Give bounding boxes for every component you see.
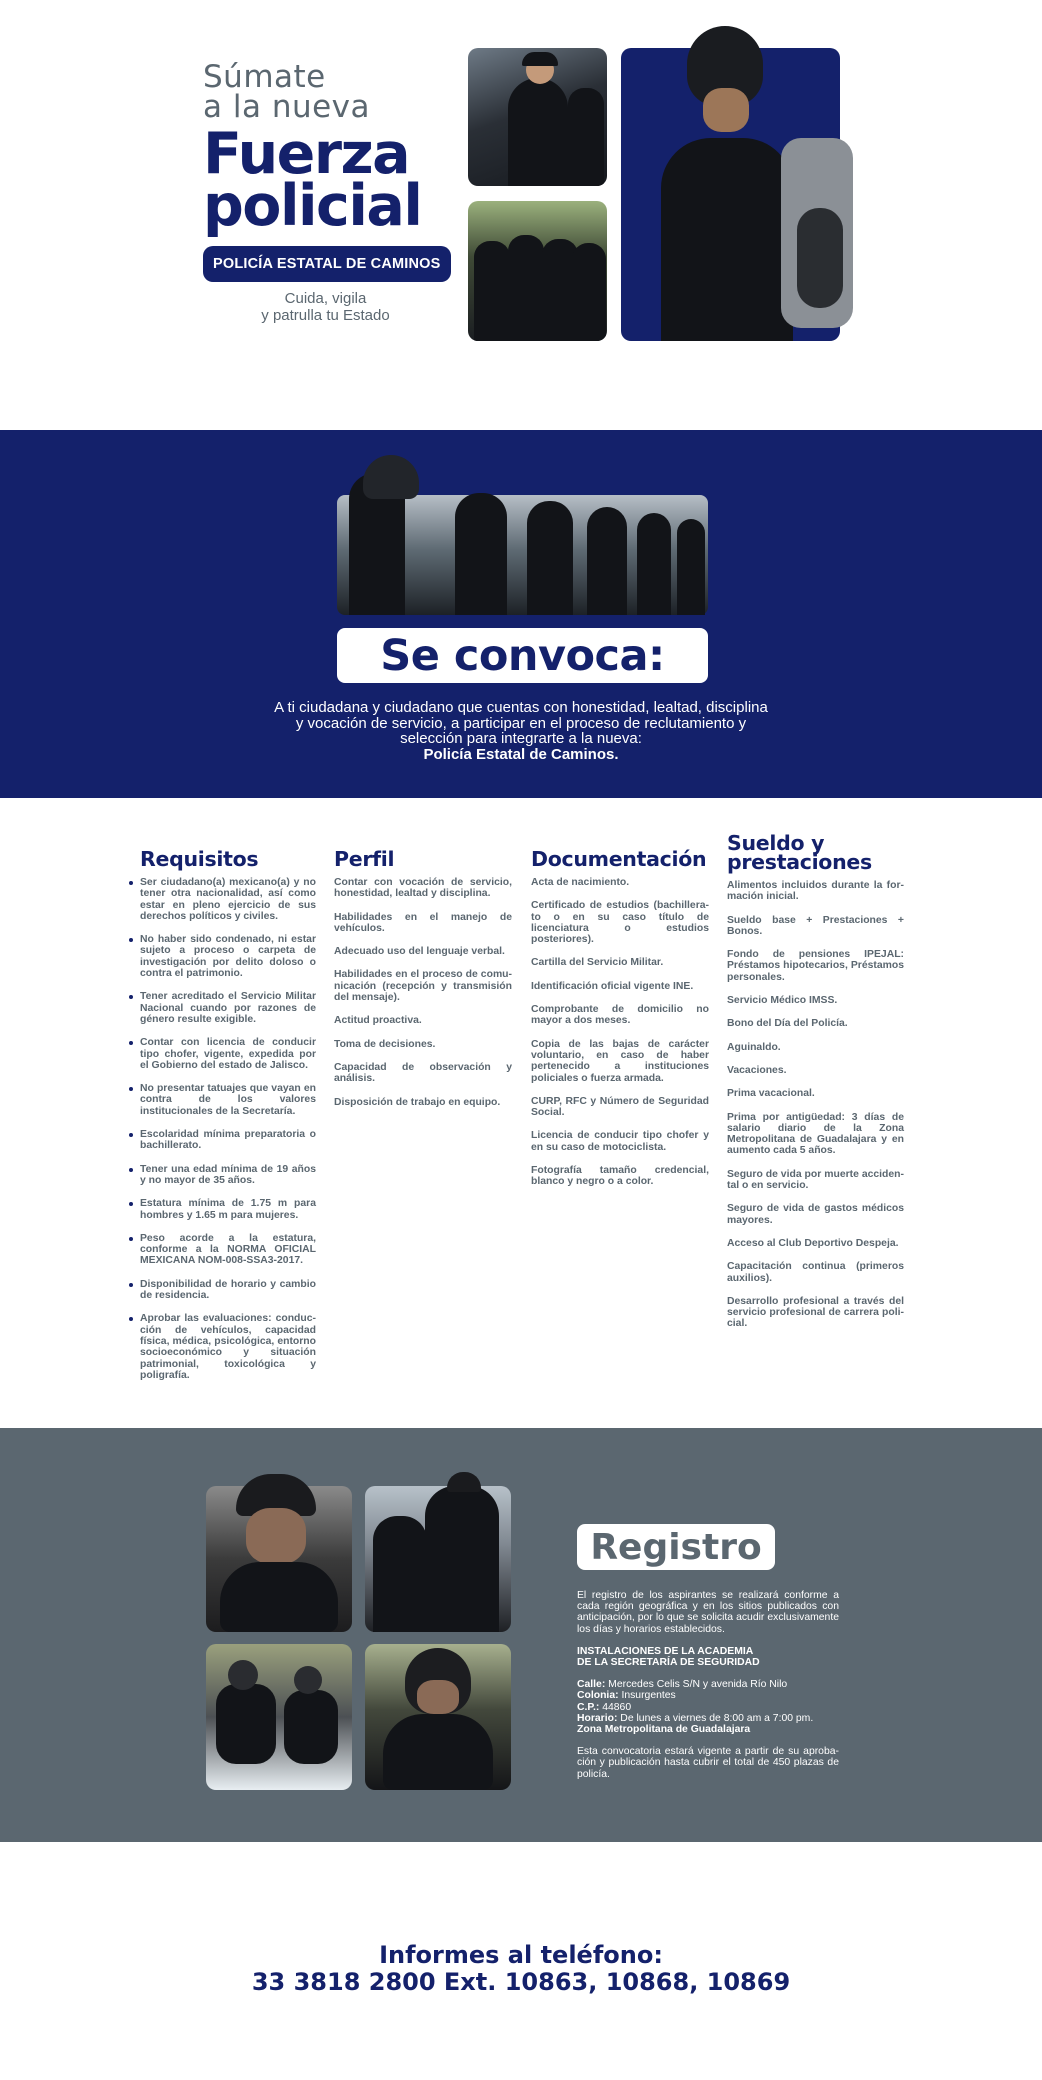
list-item: Identificación oficial vigente INE.	[531, 980, 694, 992]
horario-label: Horario:	[577, 1712, 618, 1724]
documentacion-column	[531, 847, 709, 1200]
hero-photo-officer-woman	[468, 48, 607, 186]
convoca-text: A ti ciudadana y ciudadano que cuentas con honestidad, lealtad, disciplina y vocación de servicio, a participar en el proceso de reclutamiento y selección para integrarte a la nueva:	[274, 699, 768, 747]
calle-value: Mercedes Celis S/N y avenida Río Nilo	[605, 1679, 788, 1691]
list-item: Acta de nacimiento.	[531, 877, 630, 888]
hero-text-block	[203, 59, 453, 324]
zona-label: Zona Metropolitana de Guadalajara	[577, 1724, 751, 1736]
list-item: Fotografía tamaño credencial, blanco y negro o a color.	[531, 1165, 709, 1188]
registro-heading-line-2: DE LA SECRETARÍA DE SEGURIDAD	[577, 1657, 760, 1669]
sueldo-title-line-1: Sueldo y	[727, 831, 825, 855]
calle-label: Calle:	[577, 1679, 606, 1691]
hero-photo-motorcycle-officer	[621, 48, 840, 341]
list-item: Seguro de vida por muerte accidental o en servicio.	[727, 1168, 904, 1192]
list-item: No presentar tatuajes que vayan en contra de los valores institucionales de la Secretaría.	[140, 1083, 316, 1117]
registro-title: Registro	[590, 1526, 762, 1568]
list-item: Servicio Médico IMSS.	[727, 995, 838, 1007]
colonia-value: Insurgentes	[618, 1690, 676, 1702]
hero-photo-officers-line	[468, 201, 607, 341]
list-item: CURP, RFC y Número de Seguridad Social.	[531, 1095, 709, 1119]
list-item: Habilidades en el manejo de vehículos.	[334, 911, 512, 934]
hero-line-2: a la nueva	[203, 89, 371, 125]
informes-phone[interactable]: 33 3818 2800 Ext. 10863, 10868, 10869	[251, 1968, 791, 1996]
documentacion-title: Documentación	[531, 847, 707, 871]
convoca-description	[270, 700, 772, 762]
registro-body	[577, 1590, 839, 1791]
registro-address	[577, 1679, 839, 1735]
list-item: Contar con licencia de conducir tipo chofer, vigente, expedida por el Gobierno del estado de Jalisco.	[140, 1037, 316, 1071]
list-item: Capacitación continua (primeros auxilios).	[727, 1261, 904, 1284]
list-item: Adecuado uso del lenguaje verbal.	[334, 946, 505, 958]
list-item: Fondo de pensiones IPEJAL: Préstamos hipotecarios, Préstamos personales.	[727, 949, 904, 983]
list-item: Peso acorde a la estatura, conforme a la NORMA OFICIAL MEXICANA NOM-008-SSA3-2017.	[140, 1232, 316, 1267]
list-item: Tener acreditado el Servicio Militar Nacional cuando por razones de género resulte exigible.	[140, 991, 316, 1025]
convoca-strong: Policía Estatal de Caminos.	[423, 745, 619, 763]
list-item: Aguinaldo.	[727, 1041, 781, 1053]
hero-headline-line-1: Fuerza	[203, 121, 410, 187]
hero-line-1: Súmate	[203, 59, 326, 95]
convoca-photo-officers-formation	[337, 495, 708, 615]
convocatoria-section	[0, 430, 1042, 798]
hero-slogan-line-2: y patrulla tu Estado	[261, 307, 390, 324]
list-item: Tener una edad mínima de 19 años y no mayor de 35 años.	[140, 1163, 316, 1186]
list-item: Estatura mínima de 1.75 m para hombres y 1.65 m para mujeres.	[140, 1198, 316, 1221]
list-item: Cartilla del Servicio Militar.	[531, 957, 664, 969]
registro-photo-beret-officer	[206, 1486, 352, 1632]
sueldo-list	[727, 880, 904, 1330]
informes-label: Informes al teléfono:	[379, 1941, 663, 1969]
list-item: No haber sido condenado, ni estar sujeto a proceso o carpeta de investigación por delito doloso o contra el patrimonio.	[140, 934, 316, 980]
registro-heading	[577, 1646, 839, 1668]
registro-intro: El registro de los aspirantes se realizará conforme a cada región geográfica y en los sitios publicados con anticipación, por lo que se solicita acudir exclusivamente los días y horarios establecidos.	[577, 1590, 839, 1635]
informes-section	[0, 1842, 1042, 2080]
requisitos-column	[140, 847, 316, 1393]
list-item: Certificado de estudios (bachillerato o en su caso título de licenciatura o estudios posteriores).	[531, 900, 709, 946]
list-item: Prima vacacional.	[727, 1088, 815, 1100]
list-item: Vacaciones.	[727, 1064, 787, 1076]
requirements-section	[0, 798, 1042, 1428]
sueldo-title-line-2: prestaciones	[727, 850, 872, 874]
registro-photo-women-officers	[365, 1486, 511, 1632]
list-item: Prima por antigüedad: 3 días de salario diario de la Zona Metropolitana de Guadalajara y en aumento cada 5 años.	[727, 1111, 904, 1157]
list-item: Escolaridad mínima preparatoria o bachillerato.	[140, 1129, 316, 1152]
sueldo-title	[727, 831, 904, 874]
list-item: Toma de decisiones.	[334, 1038, 436, 1050]
hero-headline	[203, 121, 453, 239]
colonia-label: Colonia:	[577, 1690, 619, 1702]
list-item: Ser ciudadano(a) mexicano(a) y no tener otra nacionalidad, así como estar en pleno ejercicio de sus derechos políticos y civiles.	[140, 877, 316, 922]
convoca-title: Se convoca:	[380, 630, 665, 681]
list-item: Capacidad de observación y análisis.	[334, 1061, 512, 1085]
requisitos-list	[140, 877, 316, 1381]
list-item: Actitud proactiva.	[334, 1015, 422, 1027]
hero-slogan	[203, 290, 448, 324]
hero-headline-line-2: policial	[203, 173, 422, 239]
hero-badge: POLICÍA ESTATAL DE CAMINOS	[203, 246, 451, 282]
list-item: Seguro de vida de gastos médicos mayores.	[727, 1203, 904, 1226]
list-item: Contar con vocación de servicio, honestidad, lealtad y disciplina.	[334, 877, 512, 900]
list-item: Habilidades en el proceso de comunicación (recepción y transmisión del mensaje).	[334, 969, 512, 1004]
registro-heading-line-1: INSTALACIONES DE LA ACADEMIA	[577, 1645, 754, 1657]
registro-section	[0, 1428, 1042, 1842]
requisitos-title: Requisitos	[140, 847, 259, 871]
cp-label: C.P.:	[577, 1701, 600, 1713]
hero-section	[0, 0, 1042, 430]
perfil-title: Perfil	[334, 847, 395, 871]
perfil-column	[334, 847, 512, 1120]
list-item: Copia de las bajas de carácter voluntario, en caso de haber pertenecido a instituciones policiales o fuerza armada.	[531, 1038, 709, 1084]
list-item: Acceso al Club Deportivo Despeja.	[727, 1237, 899, 1249]
registro-vigencia: Esta convocatoria estará vigente a partir de su aprobación y publicación hasta cubrir el total de 450 plazas de policía.	[577, 1746, 839, 1780]
list-item: Comprobante de domicilio no mayor a dos meses.	[531, 1004, 709, 1027]
list-item: Bono del Día del Policía.	[727, 1018, 848, 1030]
documentacion-list	[531, 877, 709, 1188]
registro-photo-helmet-officer	[365, 1644, 511, 1790]
hero-slogan-line-1: Cuida, vigila	[284, 290, 367, 307]
list-item: Disposición de trabajo en equipo.	[334, 1096, 501, 1108]
horario-value: De lunes a viernes de 8:00 am a 7:00 pm.	[617, 1712, 814, 1724]
list-item: Aprobar las evaluaciones: conducción de vehículos, capacidad física, médica, psicológica, entorno socioeconómico y situación patrimonial, toxicológica y poligrafía.	[140, 1313, 316, 1381]
sueldo-column	[727, 831, 904, 1342]
list-item: Sueldo base + Prestaciones + Bonos.	[727, 914, 904, 937]
registro-title-box	[577, 1524, 775, 1570]
list-item: Disponibilidad de horario y cambio de residencia.	[140, 1278, 316, 1302]
list-item: Alimentos incluidos durante la formación inicial.	[727, 880, 904, 903]
cp-value: 44860	[599, 1701, 632, 1713]
perfil-list	[334, 877, 512, 1108]
registro-photo-atv-officers	[206, 1644, 352, 1790]
list-item: Desarrollo profesional a través del servicio profesional de carrera policial.	[727, 1295, 904, 1330]
list-item: Licencia de conducir tipo chofer y en su caso de motociclista.	[531, 1130, 709, 1153]
convoca-title-box	[337, 628, 708, 683]
